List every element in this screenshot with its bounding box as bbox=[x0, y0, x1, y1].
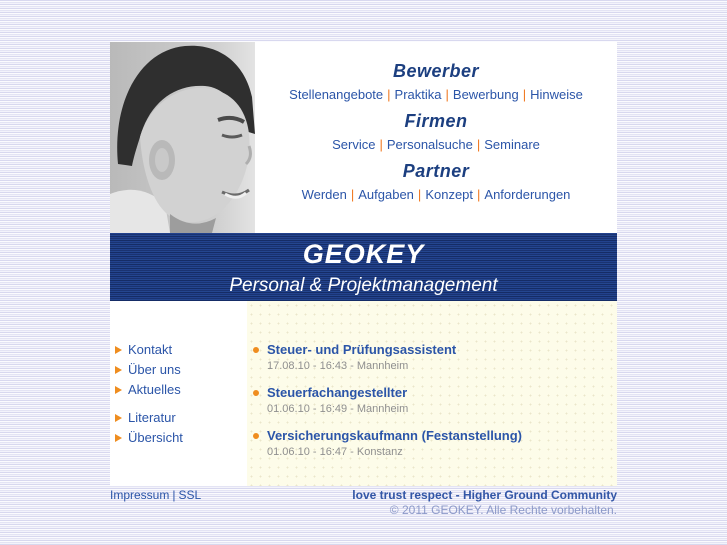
portrait-photo-image bbox=[110, 42, 255, 233]
nav-separator: | bbox=[379, 137, 383, 152]
footer-link-ssl[interactable]: SSL bbox=[178, 488, 202, 502]
job-head bbox=[253, 342, 617, 357]
arrow-right-icon bbox=[115, 366, 122, 374]
job-entry bbox=[253, 428, 617, 458]
sidebar-item-literatur[interactable] bbox=[115, 410, 247, 425]
nav-separator: | bbox=[417, 187, 422, 202]
arrow-right-icon bbox=[115, 346, 122, 354]
sidebar-item-label: Kontakt bbox=[128, 342, 173, 357]
sidebar-menu bbox=[110, 301, 247, 486]
brand-title: GEOKEY bbox=[302, 239, 425, 269]
nav-link-werden[interactable]: Werden bbox=[301, 187, 347, 202]
content-section bbox=[110, 301, 617, 486]
bullet-icon bbox=[253, 433, 259, 439]
job-entry bbox=[253, 385, 617, 415]
sidebar-item-ber-uns[interactable] bbox=[115, 362, 247, 377]
footer-separator: | bbox=[172, 488, 176, 502]
job-link-steuerfachangestellter[interactable]: Steuerfachangestellter bbox=[267, 385, 408, 400]
nav-link-seminare[interactable]: Seminare bbox=[484, 137, 540, 152]
nav-link-hinweise[interactable]: Hinweise bbox=[530, 87, 583, 102]
sidebar-item-label: Literatur bbox=[128, 410, 176, 425]
nav-section-title-bewerber: Bewerber bbox=[392, 61, 480, 81]
nav-link-bewerbung[interactable]: Bewerbung bbox=[452, 87, 519, 102]
portrait-photo bbox=[110, 42, 255, 233]
job-meta: 17.08.10 - 16:43 - Mannheim bbox=[267, 360, 409, 372]
arrow-right-icon bbox=[115, 434, 122, 442]
footer-tagline: love trust respect - Higher Ground Community bbox=[352, 488, 617, 502]
nav-link-anforderungen[interactable]: Anforderungen bbox=[484, 187, 571, 202]
bullet-icon bbox=[253, 390, 259, 396]
footer-link-impressum[interactable]: Impressum bbox=[110, 488, 170, 502]
brand-subtitle: Personal & Projektmanagement bbox=[229, 275, 498, 296]
nav-link-konzept[interactable]: Konzept bbox=[425, 187, 474, 202]
footer-copyright: © 2011 GEOKEY. Alle Rechte vorbehalten. bbox=[389, 503, 617, 517]
nav-separator: | bbox=[350, 187, 355, 202]
nav-link-row-bewerber bbox=[255, 85, 617, 104]
job-listings bbox=[247, 301, 617, 486]
brand-banner bbox=[110, 233, 617, 301]
footer-links bbox=[110, 488, 201, 502]
nav-separator: | bbox=[477, 187, 481, 202]
main-content bbox=[110, 42, 617, 486]
job-link-versicherungskaufmann-festanstellung[interactable]: Versicherungskaufmann (Festanstellung) bbox=[267, 428, 523, 443]
arrow-right-icon bbox=[115, 386, 122, 394]
primary-nav bbox=[255, 42, 617, 233]
job-head bbox=[253, 385, 617, 400]
nav-link-personalsuche[interactable]: Personalsuche bbox=[386, 137, 473, 152]
nav-separator: | bbox=[445, 87, 449, 102]
nav-separator: | bbox=[476, 137, 481, 152]
sidebar-item-label: Übersicht bbox=[128, 430, 183, 445]
job-link-steuer-und-pr-fungsassistent[interactable]: Steuer- und Prüfungsassistent bbox=[267, 342, 457, 357]
sidebar-item-label: Über uns bbox=[128, 362, 181, 377]
arrow-right-icon bbox=[115, 414, 122, 422]
nav-link-aufgaben[interactable]: Aufgaben bbox=[358, 187, 414, 202]
footer-credits bbox=[352, 488, 617, 518]
nav-separator: | bbox=[522, 87, 527, 102]
nav-link-service[interactable]: Service bbox=[332, 137, 376, 152]
nav-section-title-partner: Partner bbox=[402, 161, 470, 181]
nav-section-title-firmen: Firmen bbox=[404, 111, 468, 131]
bullet-icon bbox=[253, 347, 259, 353]
job-entry bbox=[253, 342, 617, 372]
job-head bbox=[253, 428, 617, 443]
nav-separator: | bbox=[387, 87, 391, 102]
header-section bbox=[110, 42, 617, 233]
nav-link-row-partner bbox=[255, 185, 617, 204]
job-meta: 01.06.10 - 16:49 - Mannheim bbox=[267, 403, 409, 415]
sidebar-item-bersicht[interactable] bbox=[115, 430, 247, 445]
nav-link-stellenangebote[interactable]: Stellenangebote bbox=[289, 87, 384, 102]
nav-link-row-firmen bbox=[255, 135, 617, 154]
sidebar-item-label: Aktuelles bbox=[128, 382, 181, 397]
nav-link-praktika[interactable]: Praktika bbox=[394, 87, 442, 102]
sidebar-item-aktuelles[interactable] bbox=[115, 382, 247, 397]
footer bbox=[110, 488, 617, 518]
sidebar-item-kontakt[interactable] bbox=[115, 342, 247, 357]
job-meta: 01.06.10 - 16:47 - Konstanz bbox=[267, 446, 403, 458]
